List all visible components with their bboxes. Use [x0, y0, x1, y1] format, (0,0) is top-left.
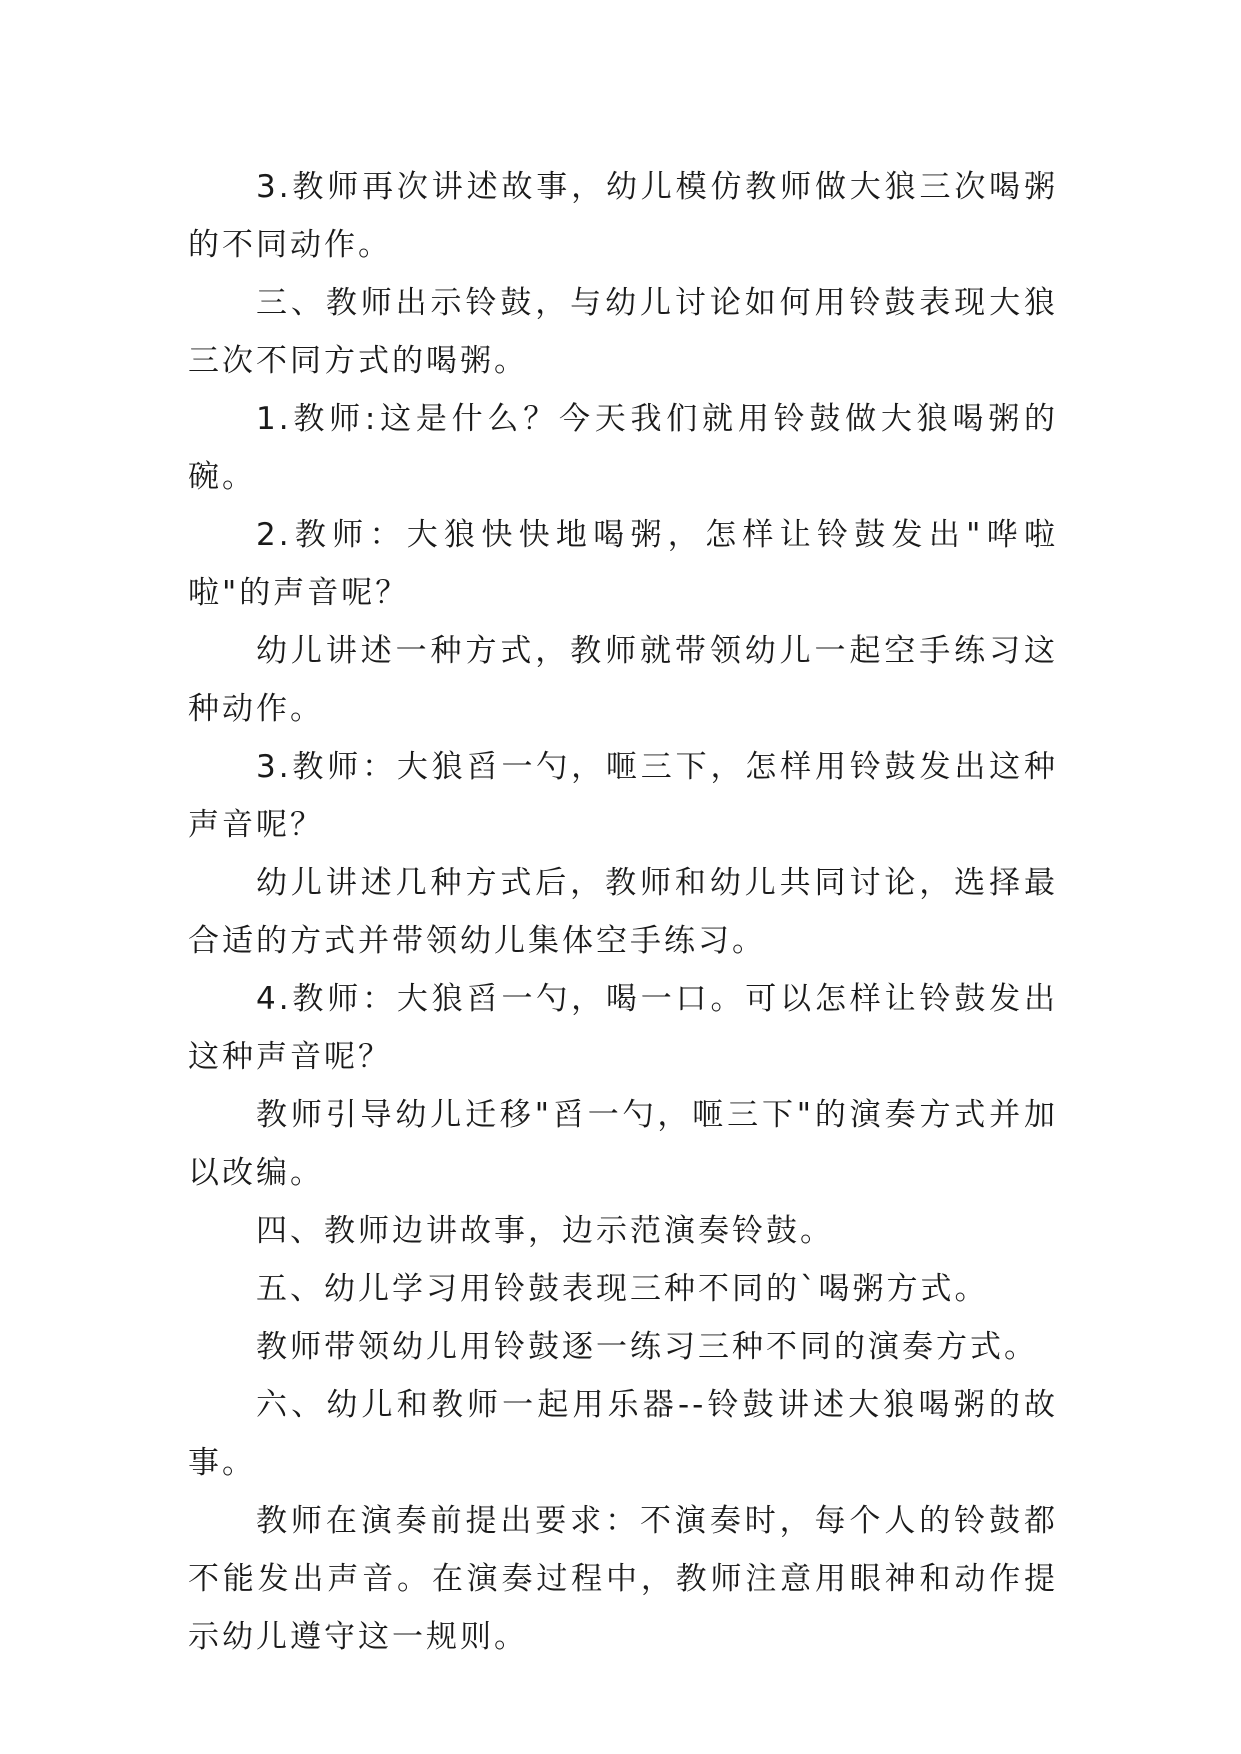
paragraph: 幼儿讲述一种方式，教师就带领幼儿一起空手练习这种动作。	[188, 633, 1058, 727]
paragraph: 2.教师：大狼快快地喝粥，怎样让铃鼓发出"哗啦啦"的声音呢？	[188, 517, 1058, 611]
paragraph: 4.教师：大狼舀一勺，喝一口。可以怎样让铃鼓发出这种声音呢？	[188, 981, 1058, 1075]
paragraph: 3.教师：大狼舀一勺，咂三下，怎样用铃鼓发出这种声音呢？	[188, 749, 1058, 843]
paragraph: 幼儿讲述几种方式后，教师和幼儿共同讨论，选择最合适的方式并带领幼儿集体空手练习。	[188, 865, 1058, 959]
paragraph: 四、教师边讲故事，边示范演奏铃鼓。	[256, 1213, 834, 1249]
paragraph: 三、教师出示铃鼓，与幼儿讨论如何用铃鼓表现大狼三次不同方式的喝粥。	[188, 285, 1058, 379]
paragraph: 教师在演奏前提出要求：不演奏时，每个人的铃鼓都不能发出声音。在演奏过程中，教师注意用眼神和动作提示幼儿遵守这一规则。	[188, 1503, 1058, 1655]
paragraph: 六、幼儿和教师一起用乐器--铃鼓讲述大狼喝粥的故事。	[188, 1387, 1058, 1481]
paragraph: 五、幼儿学习用铃鼓表现三种不同的`喝粥方式。	[256, 1271, 989, 1307]
paragraph: 教师带领幼儿用铃鼓逐一练习三种不同的演奏方式。	[256, 1329, 1038, 1365]
document-page	[188, 158, 1058, 1666]
paragraph: 1.教师:这是什么？今天我们就用铃鼓做大狼喝粥的碗。	[188, 401, 1058, 495]
paragraph: 教师引导幼儿迁移"舀一勺，咂三下"的演奏方式并加以改编。	[188, 1097, 1058, 1191]
paragraph: 3.教师再次讲述故事，幼儿模仿教师做大狼三次喝粥的不同动作。	[188, 169, 1058, 263]
